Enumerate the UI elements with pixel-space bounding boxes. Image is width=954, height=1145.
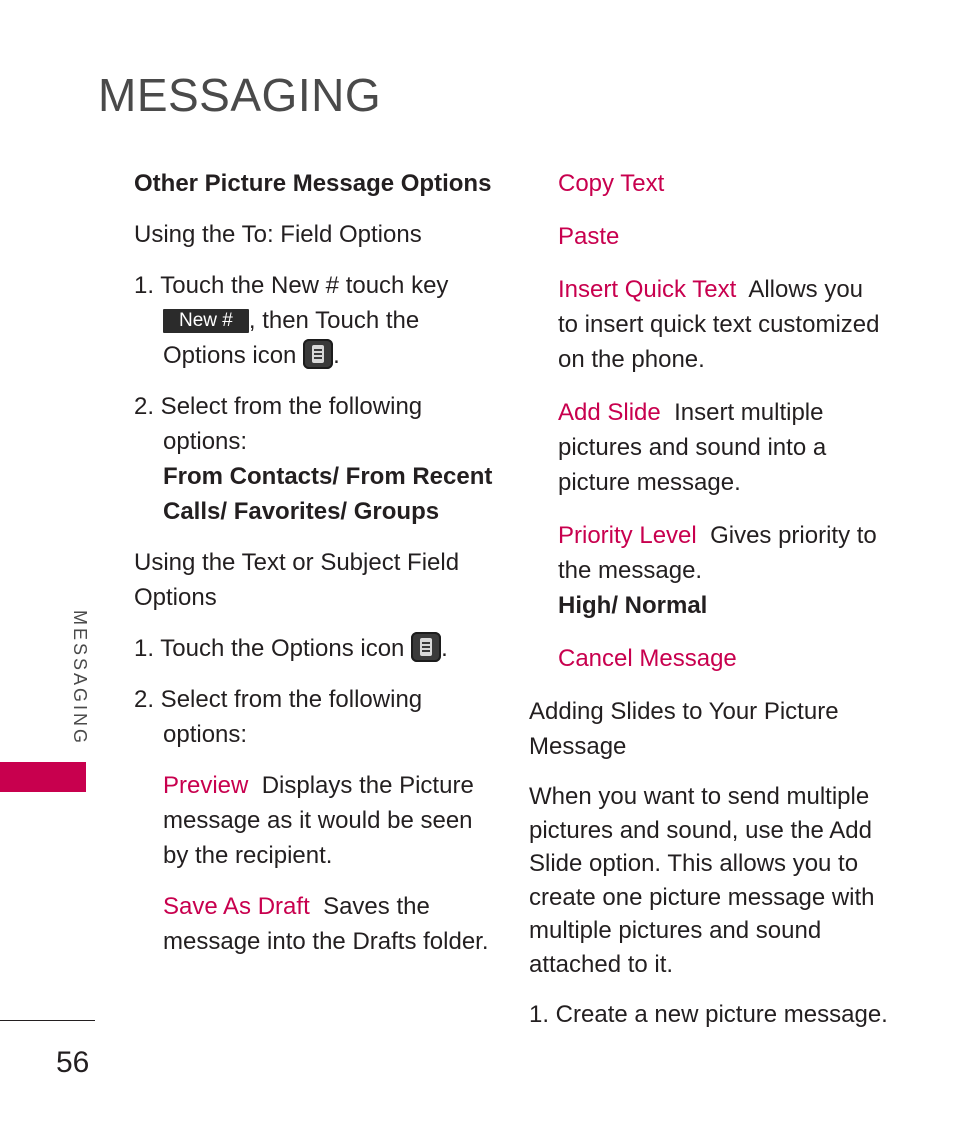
side-tab-label: MESSAGING (70, 610, 90, 747)
side-tab-marker (0, 762, 86, 792)
text-step-1-end: . (441, 635, 448, 662)
section-heading: Other Picture Message Options (134, 170, 492, 197)
right-column (529, 166, 889, 1032)
option-insert-quick-text-desc: Allows you to insert quick text customized on the phone. (558, 276, 880, 373)
page-number: 56 (56, 1046, 90, 1079)
to-field-heading: Using the To: Field Options (134, 221, 422, 248)
options-icon (303, 339, 333, 369)
option-preview-label: Preview (163, 772, 249, 799)
slides-heading: Adding Slides to Your Picture Message (529, 698, 839, 760)
text-step-2: 2. Select from the following options: (134, 686, 423, 748)
option-copy-text: Copy Text (558, 170, 665, 197)
option-paste: Paste (558, 223, 620, 250)
to-step-1-end: . (333, 342, 340, 369)
text-field-heading: Using the Text or Subject Field Options (134, 549, 460, 611)
option-add-slide (529, 395, 889, 500)
slides-step-1: 1. Create a new picture message. (529, 1001, 888, 1028)
option-save-draft (134, 889, 494, 959)
to-options-list: From Contacts/ From Recent Calls/ Favorites/ Groups (163, 463, 493, 525)
option-insert-quick-text-label: Insert Quick Text (558, 276, 737, 303)
option-preview (134, 768, 494, 873)
text-step-1-text: 1. Touch the Options icon (134, 635, 405, 662)
option-add-slide-desc: Insert multiple pictures and sound into a picture message. (558, 399, 827, 496)
to-step-1-text-b: , then Touch the Options icon (163, 307, 420, 369)
to-step-1 (134, 268, 494, 373)
option-priority-level (529, 518, 889, 588)
option-add-slide-label: Add Slide (558, 399, 661, 426)
to-step-2: 2. Select from the following options: (134, 393, 423, 455)
option-save-draft-desc: Saves the message into the Drafts folder. (163, 893, 489, 955)
option-save-draft-label: Save As Draft (163, 893, 310, 920)
option-priority-level-label: Priority Level (558, 522, 697, 549)
option-cancel-message: Cancel Message (558, 645, 737, 672)
option-preview-desc: Displays the Picture message as it would be seen by the recipient. (163, 772, 474, 869)
options-icon (411, 632, 441, 662)
to-step-1-text-a: 1. Touch the New # touch key (134, 272, 449, 299)
page-title: MESSAGING (98, 69, 382, 121)
slides-body: When you want to send multiple pictures and sound, use the Add Slide option. This allows you to create one picture message with multiple pictures and sound attached to it. (529, 783, 875, 978)
text-step-1 (134, 631, 494, 666)
priority-values: High/ Normal (558, 592, 708, 619)
option-insert-quick-text (529, 272, 889, 377)
new-number-key: New # (163, 309, 249, 333)
option-priority-level-desc: Gives priority to the message. (558, 522, 877, 584)
footer-rule (0, 1020, 95, 1021)
left-column (134, 166, 494, 959)
